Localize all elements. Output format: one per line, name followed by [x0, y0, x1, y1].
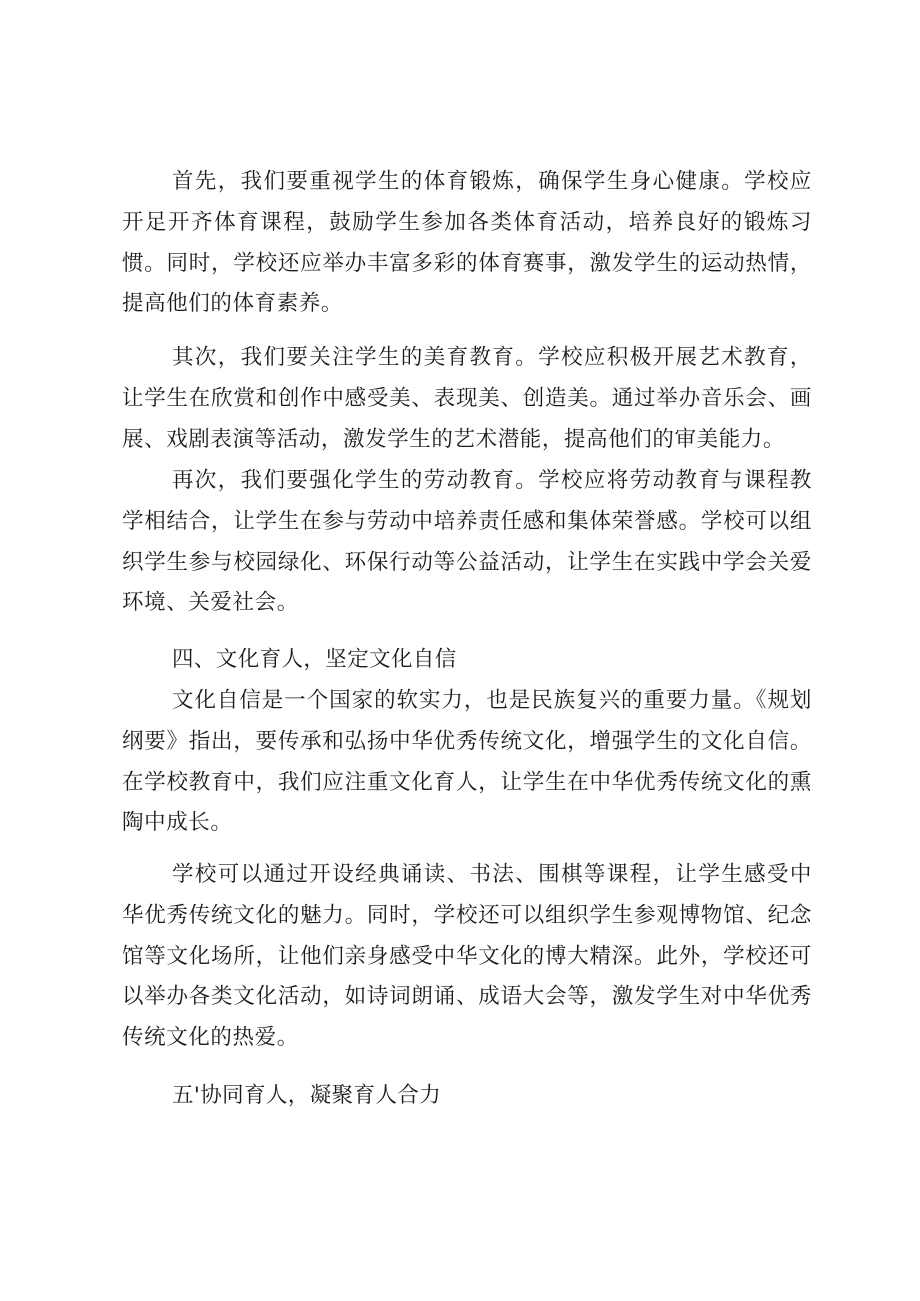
- paragraph-labor-education: 再次，我们要强化学生的劳动教育。学校应将劳动教育与课程教学相结合，让学生在参与劳动中培养责任感和集体荣誉感。学校可以组织学生参与校园绿化、环保行动等公益活动，让学生在实践中学会关爱环境、关爱社会。: [122, 468, 812, 616]
- paragraph-cultural-confidence: 文化自信是一个国家的软实力，也是民族复兴的重要力量。《规划纲要》指出，要传承和弘扬中华优秀传统文化，增强学生的文化自信。在学校教育中，我们应注重文化育人，让学生在中华优秀传统文化的熏陶中成长。: [122, 688, 812, 836]
- section-heading-culture: 四、文化育人，坚定文化自信: [172, 647, 457, 672]
- paragraph-cultural-activities: 学校可以通过开设经典诵读、书法、围棋等课程，让学生感受中华优秀传统文化的魅力。同时，学校还可以组织学生参观博物馆、纪念馆等文化场所，让他们亲身感受中华文化的博大精深。此外，学校还可以举办各类文化活动，如诗词朗诵、成语大会等，激发学生对中华优秀传统文化的热爱。: [122, 862, 812, 1051]
- section-heading-collaboration: 五'协同育人，凝聚育人合力: [172, 1083, 442, 1108]
- paragraph-physical-education: 首先，我们要重视学生的体育锻炼，确保学生身心健康。学校应开足开齐体育课程，鼓励学生参加各类体育活动，培养良好的锻炼习惯。同时，学校还应举办丰富多彩的体育赛事，激发学生的运动热情，提高他们的体育素养。: [122, 169, 812, 317]
- paragraph-aesthetic-education: 其次，我们要关注学生的美育教育。学校应积极开展艺术教育，让学生在欣赏和创作中感受美、表现美、创造美。通过举办音乐会、画展、戏剧表演等活动，激发学生的艺术潜能，提高他们的审美能力。: [122, 345, 812, 452]
